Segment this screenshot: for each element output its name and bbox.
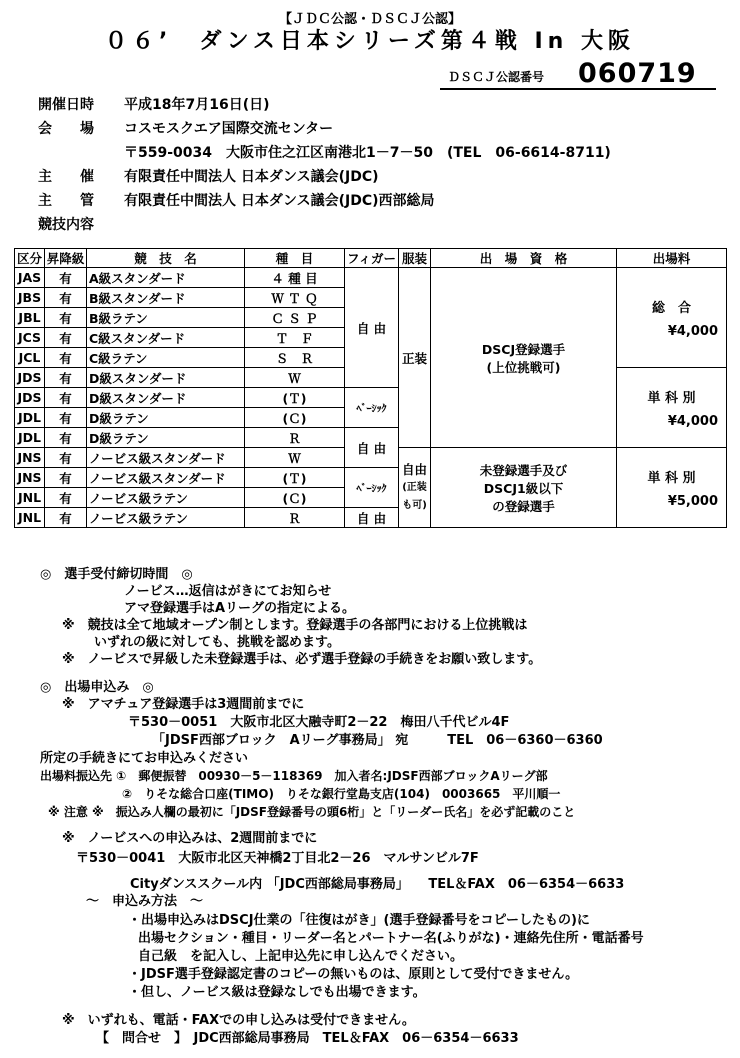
- note-method-3: 自己級 を記入し、上記申込先に申し込んでください。: [138, 949, 464, 964]
- table-row: [15, 268, 727, 288]
- row-code: JNS: [15, 448, 45, 468]
- row-event: Ｒ: [245, 428, 345, 448]
- row-promo: 有: [45, 288, 87, 308]
- header-fee: 出場料: [617, 249, 727, 268]
- row-name: C級スタンダード: [87, 328, 245, 348]
- info-organizer: 主 管 有限責任中間法人 日本ダンス議会(JDC)西部総局: [38, 193, 435, 209]
- note-entry-heading: ◎ 出場申込み ◎: [40, 680, 154, 695]
- header-dress: 服装: [399, 249, 431, 268]
- header-event: 種 目: [245, 249, 345, 268]
- row-name: C級ラテン: [87, 348, 245, 368]
- note-method-heading: ～ 申込み方法 ～: [86, 894, 204, 909]
- note-open-system: ※ 競技は全て地域オープン制とします。登録選手の各部門における上位挑戦は: [62, 618, 528, 633]
- note-deadline-heading: ◎ 選手受付締切時間 ◎: [40, 567, 193, 582]
- cert-label: ＤＳＣＪ公認番号: [448, 70, 545, 84]
- note-novice-office: Cityダンススクール内 「JDC西部総局事務局」 TEL＆FAX 06－6354－6633: [130, 877, 625, 892]
- row-promo: 有: [45, 428, 87, 448]
- row-code: JDS: [15, 388, 45, 408]
- row-name: B級ラテン: [87, 308, 245, 328]
- info-contents: 競技内容: [38, 217, 94, 233]
- row-promo: 有: [45, 488, 87, 508]
- row-code: JBL: [15, 308, 45, 328]
- row-event: (Ｃ): [245, 408, 345, 428]
- note-registration: ※ ノービスで昇級した未登録選手は、必ず選手登録の手続きをお願い致します。: [62, 652, 542, 667]
- fee-total: 総 合 ¥4,000: [617, 268, 727, 368]
- row-code: JNL: [15, 488, 45, 508]
- row-promo: 有: [45, 348, 87, 368]
- row-event: Ｓ Ｒ: [245, 348, 345, 368]
- row-code: JNS: [15, 468, 45, 488]
- note-amateur-deadline: ※ アマチュア登録選手は3週間前までに: [62, 697, 305, 712]
- row-name: D級ラテン: [87, 408, 245, 428]
- row-code: JDL: [15, 408, 45, 428]
- note-method-2: 出場セクション・種目・リーダー名とパートナー名(ふりがな)・連絡先住所・電話番号: [138, 931, 644, 946]
- row-name: D級スタンダード: [87, 368, 245, 388]
- row-event: Ｗ Ｔ Ｑ: [245, 288, 345, 308]
- row-promo: 有: [45, 368, 87, 388]
- row-code: JNL: [15, 508, 45, 528]
- row-code: JAS: [15, 268, 45, 288]
- row-promo: 有: [45, 388, 87, 408]
- row-event: ４ 種 目: [245, 268, 345, 288]
- note-novice-deadline: ※ ノービスへの申込みは、2週間前までに: [62, 831, 318, 846]
- qualification-unregistered: 未登録選手及び DSCJ1級以下 の登録選手: [431, 448, 617, 528]
- header-figure: フィガー: [345, 249, 399, 268]
- row-name: ノービス級スタンダード: [87, 468, 245, 488]
- header-division: 区分: [15, 249, 45, 268]
- dress-formal-cell: 正装: [399, 268, 431, 448]
- row-event: (Ｃ): [245, 488, 345, 508]
- competition-table: [14, 248, 727, 528]
- header-name: 競 技 名: [87, 249, 245, 268]
- figure-free-cell-2: 自 由: [345, 428, 399, 468]
- row-code: JCL: [15, 348, 45, 368]
- note-novice-reply: ノービス…返信はがきにてお知らせ: [124, 584, 332, 599]
- row-promo: 有: [45, 308, 87, 328]
- row-event: Ｃ Ｓ Ｐ: [245, 308, 345, 328]
- row-name: ノービス級ラテン: [87, 508, 245, 528]
- row-code: JBS: [15, 288, 45, 308]
- note-procedure: 所定の手続きにてお申込みください: [40, 751, 249, 766]
- figure-free-cell: 自 由: [345, 268, 399, 388]
- row-promo: 有: [45, 328, 87, 348]
- header-promotion: 昇降級: [45, 249, 87, 268]
- note-challenge: いずれの級に対しても、挑戦を認めます。: [94, 635, 340, 650]
- info-host: 主 催 有限責任中間法人 日本ダンス議会(JDC): [38, 169, 379, 185]
- row-code: JCS: [15, 328, 45, 348]
- note-no-phone: ※ いずれも、電話・FAXでの申し込みは受付できません。: [62, 1013, 415, 1028]
- cert-number: 060719: [578, 58, 697, 89]
- row-event: Ｒ: [245, 508, 345, 528]
- row-name: B級スタンダード: [87, 288, 245, 308]
- figure-basic-cell: ﾍﾞｰｼｯｸ: [345, 388, 399, 428]
- note-method-1: ・出場申込みはDSCJ仕業の「往復はがき」(選手登録番号をコピーしたもの)に: [128, 913, 590, 928]
- info-venue: 会 場 コスモスクエア国際交流センター: [38, 121, 334, 137]
- row-event: (Ｔ): [245, 388, 345, 408]
- row-event: Ｗ: [245, 368, 345, 388]
- info-date: 開催日時 平成18年7月16日(日): [38, 97, 270, 113]
- row-code: JDS: [15, 368, 45, 388]
- row-promo: 有: [45, 468, 87, 488]
- note-amateur-address: 〒530－0051 大阪市北区大融寺町2－22 梅田八千代ビル4F: [128, 715, 510, 730]
- fee-single-registered: 単 科 別 ¥4,000: [617, 368, 727, 448]
- row-code: JDL: [15, 428, 45, 448]
- row-event: Ｔ Ｆ: [245, 328, 345, 348]
- header-qualification: 出 場 資 格: [431, 249, 617, 268]
- row-promo: 有: [45, 508, 87, 528]
- dress-free-cell: 自由 (正装 も可): [399, 448, 431, 528]
- fee-single-novice: 単 科 別 ¥5,000: [617, 448, 727, 528]
- row-event: Ｗ: [245, 448, 345, 468]
- note-payment-bank: ② りそな総合口座(TIMO) りそな銀行堂島支店(104) 0003665 平川順一: [122, 787, 561, 801]
- note-caution: ※ 注意 ※ 振込み人欄の最初に「JDSF登録番号の頭6桁」と「リーダー氏名」を必ず記載のこと: [48, 805, 576, 819]
- note-amateur-office: 「JDSF西部ブロック Aリーグ事務局」 宛 TEL 06－6360－6360: [152, 733, 603, 748]
- figure-basic-cell-2: ﾍﾞｰｼｯｸ: [345, 468, 399, 508]
- row-name: ノービス級スタンダード: [87, 448, 245, 468]
- row-name: D級ラテン: [87, 428, 245, 448]
- qualification-registered: DSCJ登録選手 (上位挑戦可): [431, 268, 617, 448]
- row-name: ノービス級ラテン: [87, 488, 245, 508]
- row-promo: 有: [45, 268, 87, 288]
- note-novice-address: 〒530－0041 大阪市北区天神橋2丁目北2－26 マルサンビル7F: [76, 851, 479, 866]
- header-subtitle: 【ＪＤＣ公認・ＤＳＣＪ公認】: [278, 12, 461, 27]
- note-amateur-league: アマ登録選手はAリーグの指定による。: [124, 601, 356, 616]
- note-inquiry: 【 問合せ 】 JDC西部総局事務局 TEL＆FAX 06－6354－6633: [96, 1031, 519, 1046]
- row-name: D級スタンダード: [87, 388, 245, 408]
- note-payment-postal: 出場料振込先 ① 郵便振替 00930－5－118369 加入者名:JDSF西部ブロックAリーグ部: [40, 769, 548, 783]
- certification-box: [440, 58, 716, 90]
- row-event: (Ｔ): [245, 468, 345, 488]
- figure-free-cell-3: 自 由: [345, 508, 399, 528]
- row-promo: 有: [45, 448, 87, 468]
- note-method-5: ・但し、ノービス級は登録なしでも出場できます。: [128, 985, 426, 1000]
- table-header-row: [15, 249, 727, 268]
- document-title: ０６’ ダンス日本シリーズ第４戦 In 大阪: [105, 29, 635, 54]
- info-address: 〒559-0034 大阪市住之江区南港北1－7－50 (TEL 06-6614-8711): [124, 145, 611, 161]
- note-method-4: ・JDSF選手登録認定書のコピーの無いものは、原則として受付できません。: [128, 967, 579, 982]
- row-promo: 有: [45, 408, 87, 428]
- row-name: A級スタンダード: [87, 268, 245, 288]
